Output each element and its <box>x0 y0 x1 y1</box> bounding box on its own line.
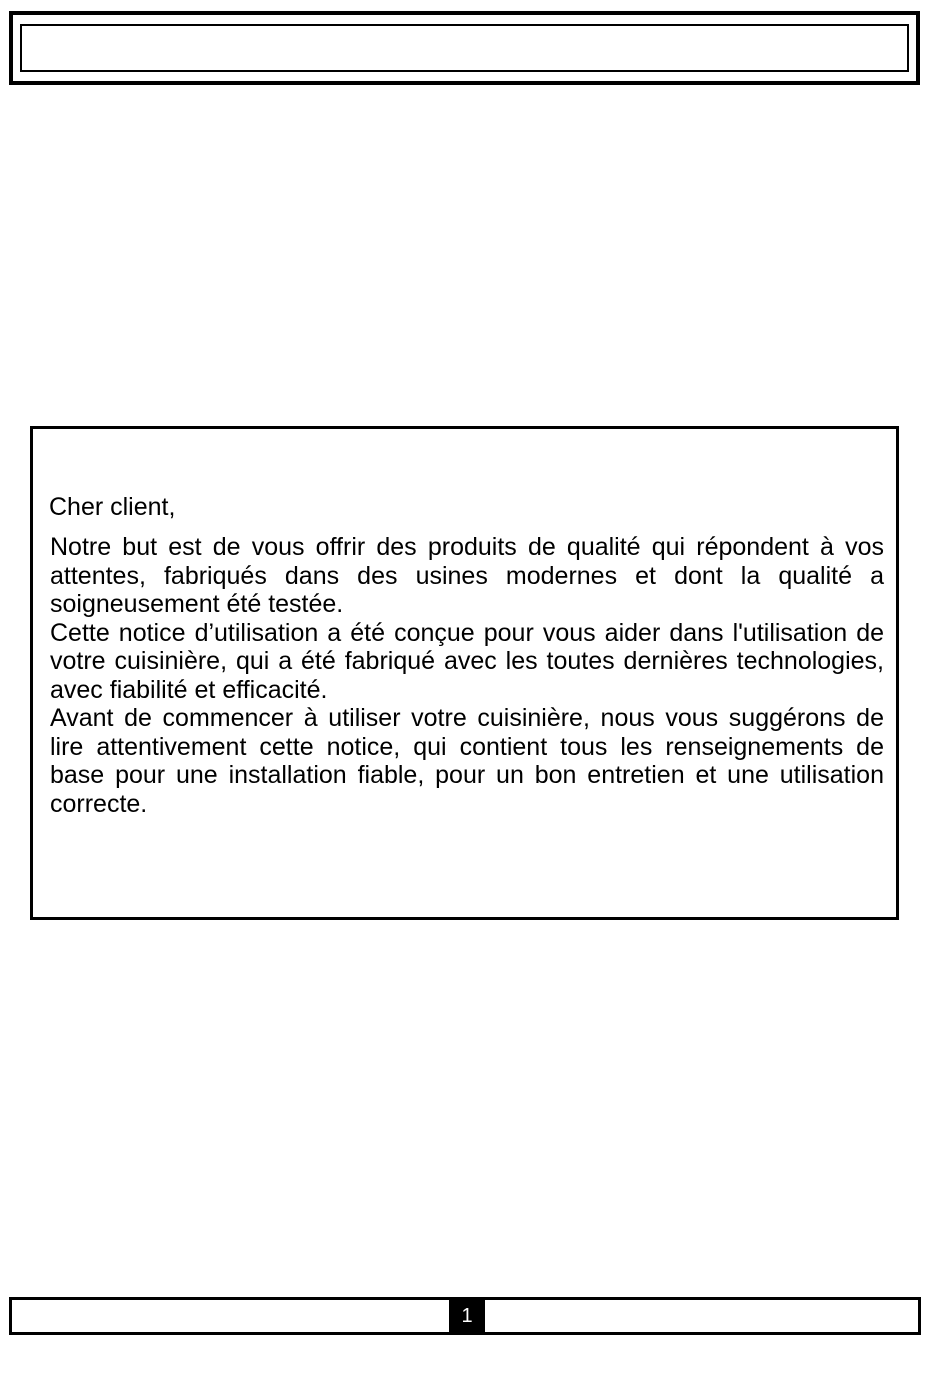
intro-body <box>50 533 884 818</box>
header-frame <box>9 11 920 85</box>
footer-bar <box>9 1297 921 1335</box>
intro-paragraph-quality: Notre but est de vous offrir des produits de qualité qui répondent à vos attentes, fabriqués dans des usines modernes et dont la qualité a soigneusement été testée. <box>50 533 884 618</box>
intro-paragraph-notice: Cette notice d’utilisation a été conçue pour vous aider dans l'utilisation de votre cuisinière, qui a été fabriqué avec les toutes dernières technologies, avec fiabilité et efficacité. <box>50 618 884 704</box>
intro-box <box>30 426 899 920</box>
greeting: Cher client, <box>49 493 176 521</box>
header-inner-frame <box>20 24 909 72</box>
intro-paragraph-advice: Avant de commencer à utiliser votre cuisinière, nous vous suggérons de lire attentivement cette notice, qui contient tous les renseignements de base pour une installation fiable, pour un bon entretien et une utilisation correcte. <box>50 704 884 818</box>
page-number: 1 <box>449 1300 485 1332</box>
